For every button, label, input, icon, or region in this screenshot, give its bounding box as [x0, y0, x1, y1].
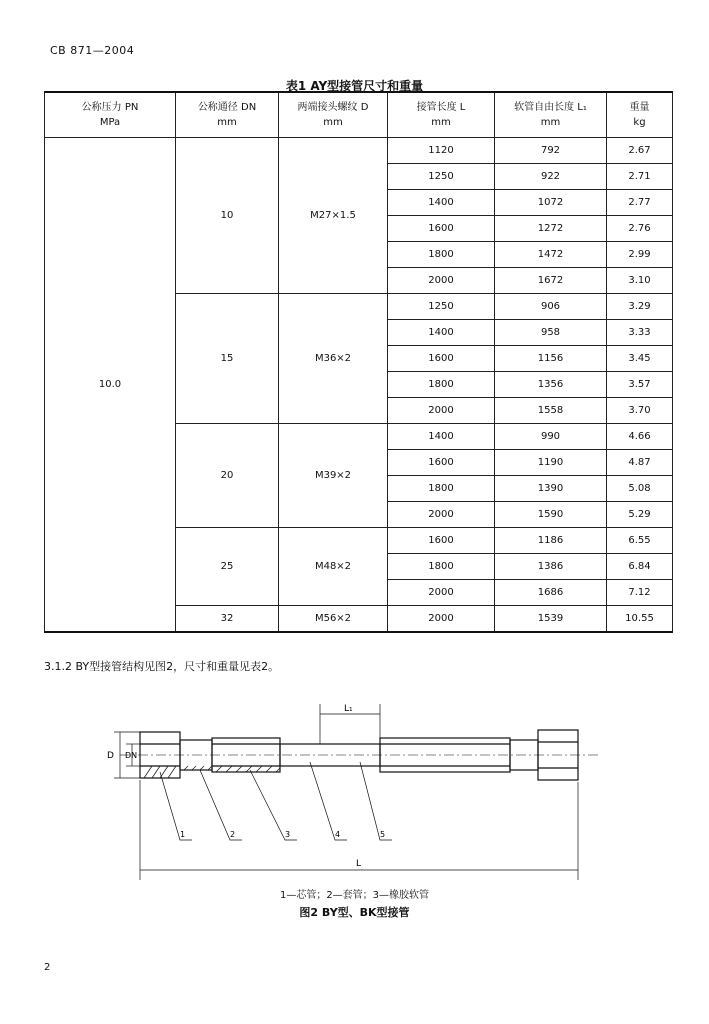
table-caption: 表1 AY型接管尺寸和重量 [285, 79, 424, 93]
weight-cell: 5.08 [607, 476, 673, 502]
free-length-cell: 1472 [495, 242, 607, 268]
length-cell: 1400 [388, 190, 495, 216]
nominal-diameter-cell: 20 [176, 424, 279, 528]
length-cell: 1400 [388, 424, 495, 450]
length-cell: 2000 [388, 606, 495, 633]
dimension-table [44, 91, 673, 633]
weight-cell: 6.84 [607, 554, 673, 580]
weight-cell: 3.57 [607, 372, 673, 398]
weight-cell: 3.29 [607, 294, 673, 320]
column-unit: mm [431, 117, 451, 128]
free-length-cell: 1386 [495, 554, 607, 580]
weight-cell: 2.99 [607, 242, 673, 268]
dim-dn-label: DN [125, 751, 138, 760]
thread-cell: M27×1.5 [279, 138, 388, 294]
free-length-cell: 1072 [495, 190, 607, 216]
column-unit: mm [323, 117, 343, 128]
dim-l-label: L [356, 859, 362, 869]
column-unit: MPa [99, 117, 121, 128]
weight-cell: 3.33 [607, 320, 673, 346]
column-name: 公称压力 PN [81, 102, 139, 113]
column-header [279, 92, 388, 138]
hose-assembly-drawing [80, 700, 620, 882]
table-head [45, 92, 673, 138]
free-length-cell: 1539 [495, 606, 607, 633]
weight-cell: 6.55 [607, 528, 673, 554]
figure-legend: 1—芯管；2—套管；3—橡胶软管 [279, 890, 430, 901]
column-unit: kg [633, 117, 646, 128]
length-cell: 2000 [388, 398, 495, 424]
table-body [45, 138, 673, 633]
free-length-cell: 990 [495, 424, 607, 450]
callout-3: 3 [285, 830, 291, 839]
column-name: 公称通径 DN [197, 102, 257, 113]
weight-cell: 2.76 [607, 216, 673, 242]
weight-cell: 4.87 [607, 450, 673, 476]
length-cell: 1120 [388, 138, 495, 164]
weight-cell: 10.55 [607, 606, 673, 633]
figure-caption: 图2 BY型、BK型接管 [299, 906, 410, 919]
nominal-diameter-cell: 10 [176, 138, 279, 294]
section-paragraph: 3.1.2 BY型接管结构见图2，尺寸和重量见表2。 [44, 660, 280, 673]
column-name: 接管长度 L [416, 102, 466, 113]
free-length-cell: 1272 [495, 216, 607, 242]
callout-2: 2 [230, 830, 236, 839]
callout-4: 4 [335, 830, 341, 839]
dim-d-label: D [107, 751, 114, 761]
header-row [45, 92, 673, 138]
length-cell: 1250 [388, 164, 495, 190]
length-cell: 2000 [388, 502, 495, 528]
callout-1: 1 [180, 830, 186, 839]
thread-cell: M56×2 [279, 606, 388, 633]
length-cell: 1600 [388, 528, 495, 554]
free-length-cell: 958 [495, 320, 607, 346]
length-cell: 2000 [388, 268, 495, 294]
weight-cell: 5.29 [607, 502, 673, 528]
weight-cell: 3.70 [607, 398, 673, 424]
weight-cell: 2.71 [607, 164, 673, 190]
length-cell: 1250 [388, 294, 495, 320]
length-cell: 1600 [388, 346, 495, 372]
free-length-cell: 1672 [495, 268, 607, 294]
dim-l1-label: L₁ [344, 704, 353, 714]
length-cell: 1800 [388, 476, 495, 502]
standard-number: CB 871—2004 [50, 44, 135, 57]
free-length-cell: 1186 [495, 528, 607, 554]
length-cell: 1800 [388, 242, 495, 268]
free-length-cell: 1190 [495, 450, 607, 476]
column-name: 重量 [629, 102, 650, 113]
column-unit: mm [540, 117, 561, 128]
column-name: 两端接头螺纹 D [297, 102, 369, 113]
weight-cell: 3.45 [607, 346, 673, 372]
weight-cell: 2.77 [607, 190, 673, 216]
weight-cell: 4.66 [607, 424, 673, 450]
free-length-cell: 906 [495, 294, 607, 320]
table-row [45, 138, 673, 164]
nominal-diameter-cell: 32 [176, 606, 279, 633]
length-cell: 1600 [388, 216, 495, 242]
length-cell: 2000 [388, 580, 495, 606]
nominal-diameter-cell: 25 [176, 528, 279, 606]
column-header [45, 92, 176, 138]
pressure-cell: 10.0 [45, 138, 176, 633]
column-unit: mm [217, 117, 237, 128]
column-header [388, 92, 495, 138]
thread-cell: M36×2 [279, 294, 388, 424]
length-cell: 1600 [388, 450, 495, 476]
free-length-cell: 1390 [495, 476, 607, 502]
column-header [176, 92, 279, 138]
weight-cell: 2.67 [607, 138, 673, 164]
free-length-cell: 922 [495, 164, 607, 190]
free-length-cell: 1558 [495, 398, 607, 424]
thread-cell: M39×2 [279, 424, 388, 528]
length-cell: 1400 [388, 320, 495, 346]
free-length-cell: 792 [495, 138, 607, 164]
weight-cell: 7.12 [607, 580, 673, 606]
free-length-cell: 1356 [495, 372, 607, 398]
free-length-cell: 1156 [495, 346, 607, 372]
length-cell: 1800 [388, 554, 495, 580]
column-header [495, 92, 607, 138]
page-number: 2 [44, 962, 51, 973]
nominal-diameter-cell: 15 [176, 294, 279, 424]
free-length-cell: 1590 [495, 502, 607, 528]
length-cell: 1800 [388, 372, 495, 398]
free-length-cell: 1686 [495, 580, 607, 606]
callout-5: 5 [380, 830, 386, 839]
thread-cell: M48×2 [279, 528, 388, 606]
weight-cell: 3.10 [607, 268, 673, 294]
column-name: 软管自由长度 L₁ [514, 102, 587, 113]
column-header [607, 92, 673, 138]
